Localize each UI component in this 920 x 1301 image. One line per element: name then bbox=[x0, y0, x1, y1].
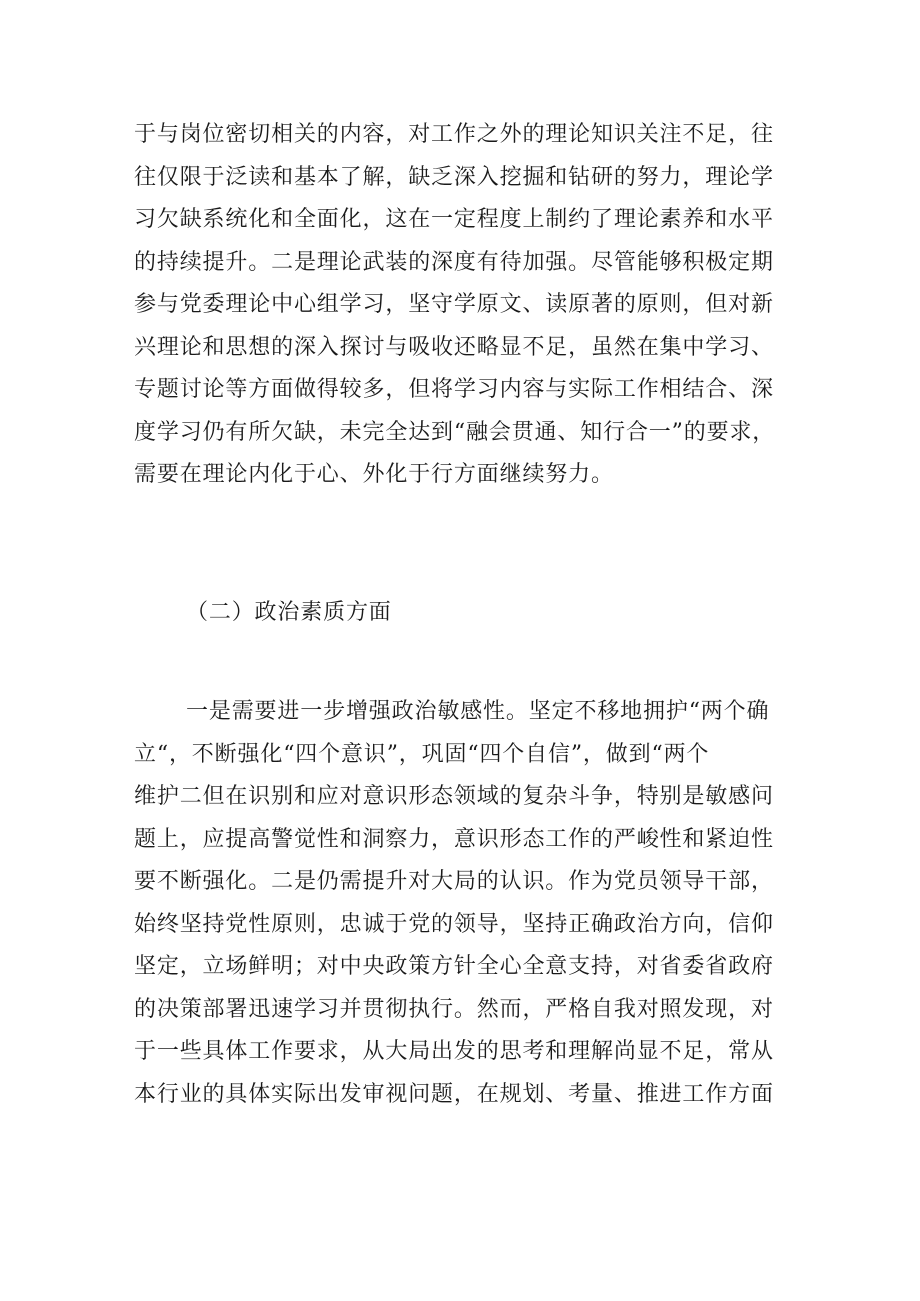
text-line: 要不断强化。二是仍需提升对大局的认识。作为党员领导干部， bbox=[134, 869, 774, 894]
text-line: 往仅限于泛读和基本了解，缺乏深入挖掘和钻研的努力，理论学 bbox=[134, 164, 774, 190]
text-line: 本行业的具体实际出发审视问题，在规划、考量、推进工作方面 bbox=[134, 1081, 774, 1107]
text-line: 题上，应提高警觉性和洞察力，意识形态工作的严峻性和紧迫性 bbox=[134, 826, 774, 852]
text-line: 专题讨论等方面做得较多，但将学习内容与实际工作相结合、深 bbox=[134, 377, 774, 402]
text-line: 参与党委理论中心组学习，坚守学原文、读原著的原则，但对新 bbox=[134, 292, 774, 317]
text-line: 度学习仍有所欠缺，未完全达到“融会贯通、知行合一”的要求， bbox=[134, 419, 776, 445]
text-line: 于一些具体工作要求，从大局出发的思考和理解尚显不足，常从 bbox=[134, 1039, 774, 1064]
paragraph-theory-study bbox=[134, 114, 794, 497]
section-heading: （二）政治素质方面 bbox=[186, 600, 392, 625]
text-line: 维护二但在识别和应对意识形态领域的复杂斗争，特别是敏感问 bbox=[134, 784, 774, 809]
text-line: 始终坚持党性原则，忠诚于党的领导，坚持正确政治方向，信仰 bbox=[134, 911, 774, 937]
text-line: 的决策部署迅速学习并贯彻执行。然而，严格自我对照发现，对 bbox=[134, 996, 774, 1022]
text-line: 于与岗位密切相关的内容，对工作之外的理论知识关注不足，往 bbox=[134, 122, 774, 147]
text-line: 坚定，立场鲜明；对中央政策方针全心全意支持，对省委省政府 bbox=[134, 954, 774, 979]
text-line: 的持续提升。二是理论武装的深度有待加强。尽管能够积极定期 bbox=[134, 249, 774, 275]
text-line: 兴理论和思想的深入探讨与吸收还略显不足，虽然在集中学习、 bbox=[134, 334, 774, 360]
paragraph-political-quality bbox=[134, 691, 794, 1116]
text-line: 需要在理论内化于心、外化于行方面继续努力。 bbox=[134, 462, 614, 487]
text-line: 习欠缺系统化和全面化，这在一定程度上制约了理论素养和水平 bbox=[134, 207, 774, 232]
text-line: 一是需要进一步增强政治敏感性。坚定不移地拥护“两个确 bbox=[186, 699, 770, 724]
text-line: 立“，不断强化“四个意识”，巩固“四个自信”，做到“两个 bbox=[134, 741, 710, 767]
